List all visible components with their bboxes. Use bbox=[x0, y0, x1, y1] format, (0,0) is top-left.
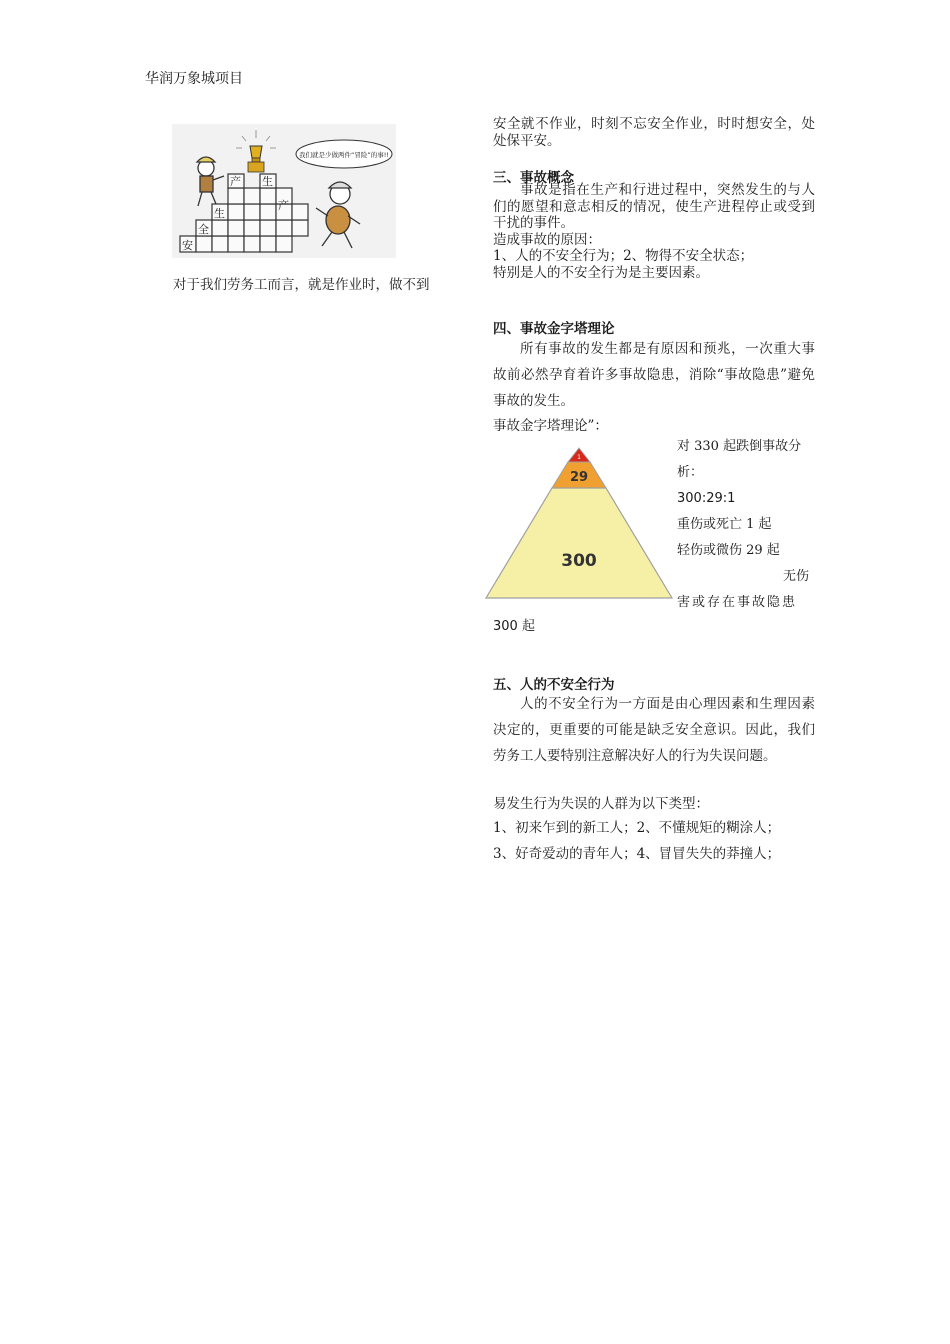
safety-cartoon-illustration bbox=[172, 124, 396, 258]
section-4-paragraph: 所有事故的发生都是有原因和预兆，一次重大事故前必然孕育着许多事故隐患，消除“事故隐患”避免事故的发生。 bbox=[493, 341, 815, 409]
section-5-paragraph: 人的不安全行为一方面是由心理因素和生理因素决定的，更重要的可能是缺乏安全意识。因此，我们劳务工人要特别注意解决好人的行为失误问题。 bbox=[493, 696, 815, 764]
block-char: 全 bbox=[198, 223, 209, 236]
pyramid-bottom-tier bbox=[486, 488, 672, 598]
causes-line: 1、人的不安全行为；2、物得不安全状态； bbox=[493, 248, 754, 264]
block-char: 生 bbox=[262, 175, 273, 188]
section-5-heading: 五、人的不安全行为 bbox=[493, 677, 615, 693]
note-severe: 重伤或死亡 1 起 bbox=[677, 517, 772, 532]
section-4-heading: 四、事故金字塔理论 bbox=[493, 321, 615, 337]
block-char: 产 bbox=[230, 175, 241, 188]
causes-note: 特别是人的不安全行为是主要因素。 bbox=[493, 265, 709, 281]
intro-paragraph: 安全就不作业，时刻不忘安全作业，时时想安全，处处保平安。 bbox=[493, 116, 815, 149]
left-caption: 对于我们劳务工而言，就是作业时，做不到 bbox=[173, 277, 430, 293]
pyramid-bottom-label: 300 bbox=[561, 551, 597, 571]
list-title: 易发生行为失误的人群为以下类型： bbox=[493, 796, 709, 812]
section-3-paragraph: 事故是指在生产和行进过程中，突然发生的与人们的愿望和意志相反的情况，使生产进程停止或受到干扰的事件。 bbox=[493, 182, 815, 231]
block-char: 安 bbox=[182, 239, 193, 252]
section-3-heading: 三、事故概念 bbox=[493, 170, 574, 186]
note-tail: 300 起 bbox=[493, 619, 535, 634]
document-header: 华润万象城项目 bbox=[145, 71, 243, 87]
pyramid-subtitle: 事故金字塔理论”： bbox=[493, 418, 608, 434]
causes-title: 造成事故的原因： bbox=[493, 232, 601, 248]
note-minor: 轻伤或微伤 29 起 bbox=[677, 543, 780, 558]
speech-bubble-text: 我们就是少做两件“冒险”的事!! bbox=[299, 151, 389, 159]
block-char: 生 bbox=[214, 207, 225, 220]
note-ratio: 300:29:1 bbox=[677, 491, 736, 506]
pyramid-middle-label: 29 bbox=[569, 470, 589, 485]
note-none-a: 无伤 bbox=[782, 569, 809, 584]
pyramid-top-label: 1 bbox=[577, 454, 581, 461]
accident-pyramid-chart bbox=[484, 446, 674, 602]
note-none-b: 害或存在事故隐患 bbox=[677, 595, 798, 610]
note-line: 对 330 起跌倒事故分 bbox=[677, 439, 802, 454]
note-line: 析： bbox=[677, 465, 704, 480]
list-item: 1、初来乍到的新工人；2、不懂规矩的糊涂人； bbox=[493, 820, 781, 836]
pyramid-notes bbox=[677, 434, 809, 616]
list-item: 3、好奇爱动的青年人；4、冒冒失失的莽撞人； bbox=[493, 846, 781, 862]
block-char: 产 bbox=[278, 199, 289, 212]
